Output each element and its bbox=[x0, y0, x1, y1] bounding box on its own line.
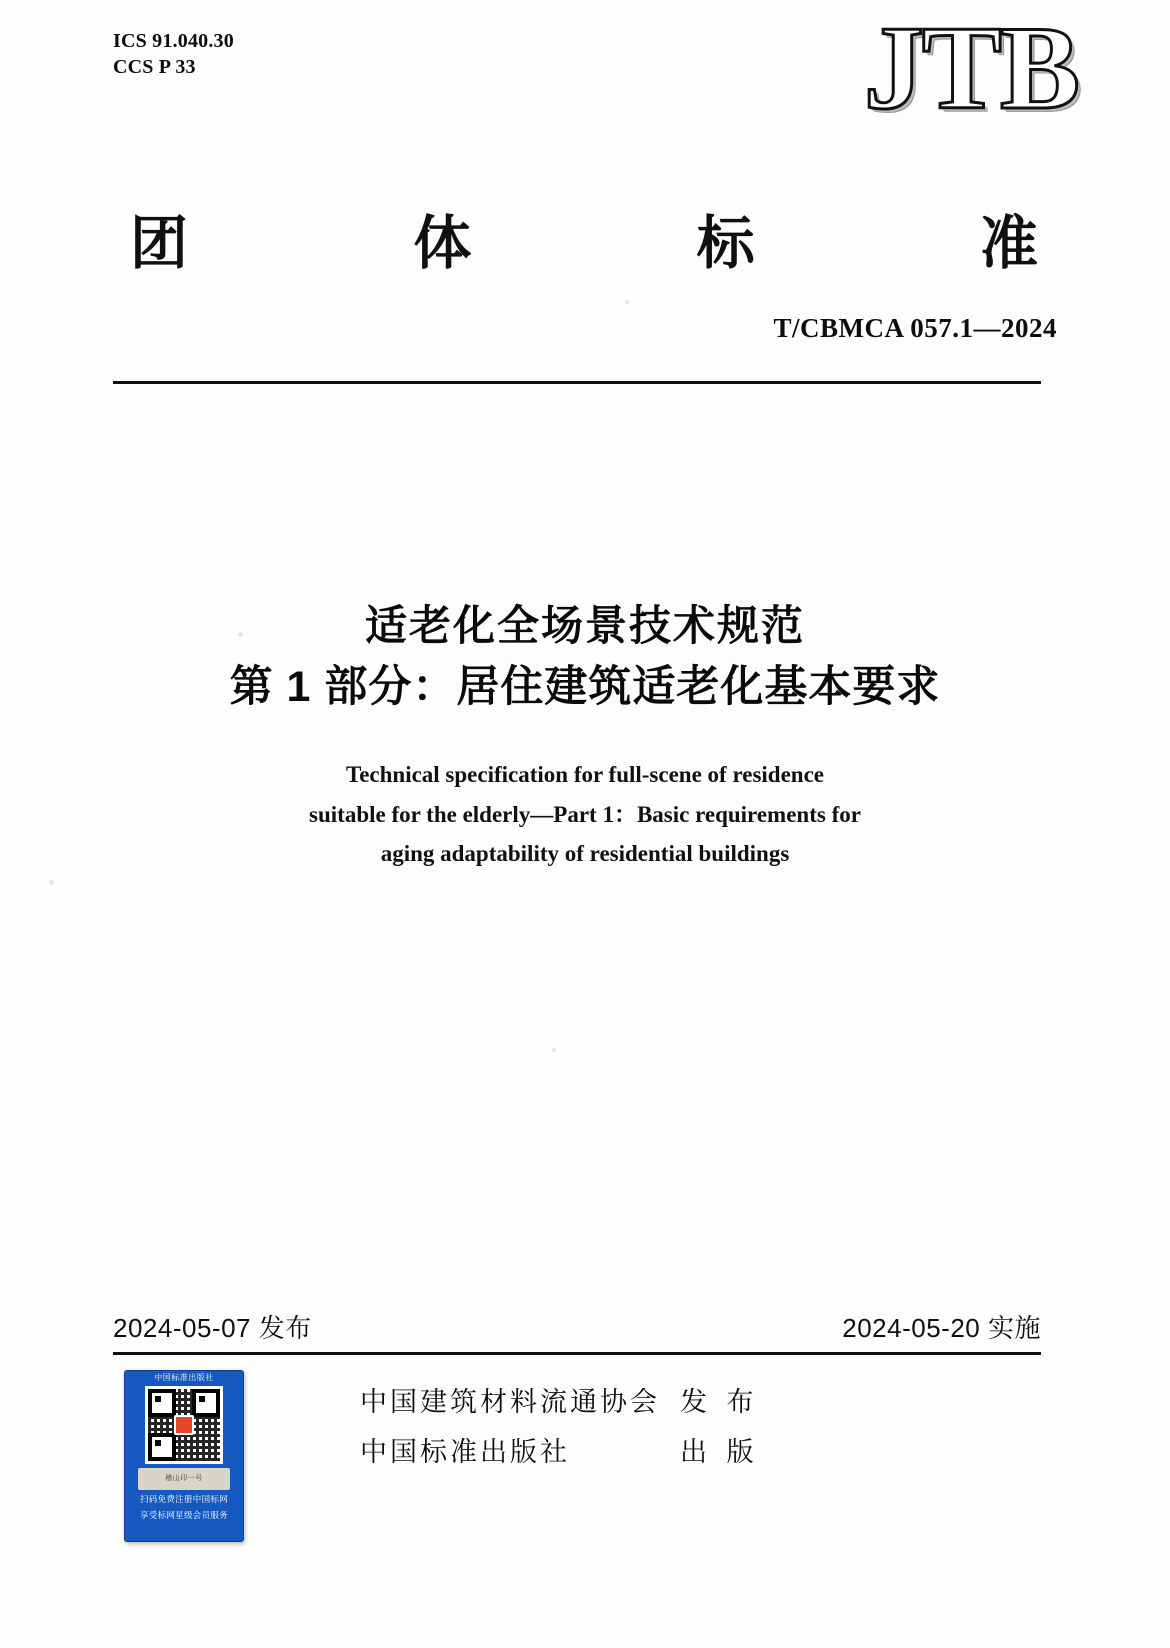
qr-finder-top-right bbox=[192, 1389, 220, 1417]
publisher-block bbox=[360, 1378, 830, 1478]
standard-type-heading bbox=[130, 196, 1040, 280]
qr-sticker-foot-line-1: 扫码免费注册中国标网 bbox=[139, 1494, 228, 1504]
qr-sticker-tab: 稽山印一号 bbox=[138, 1468, 230, 1490]
date-row bbox=[113, 1308, 1041, 1345]
title-chinese-line-1: 适老化全场景技术规范 bbox=[364, 602, 805, 649]
ccs-code: CCS P 33 bbox=[113, 56, 196, 79]
scan-speckle bbox=[552, 1048, 556, 1052]
qr-sticker bbox=[124, 1370, 244, 1542]
jtb-logo: JTB bbox=[863, 1, 1078, 134]
title-english-line-2: suitable for the elderly—Part 1：Basic requirements for bbox=[309, 801, 861, 827]
ics-code: ICS 91.040.30 bbox=[113, 30, 234, 52]
qr-sticker-title: 中国标准出版社 bbox=[125, 1371, 243, 1385]
standard-code: T/CBMCA 057.1—2024 bbox=[773, 313, 1057, 343]
publisher-row bbox=[360, 1428, 830, 1478]
qr-finder-bottom-left bbox=[148, 1433, 176, 1461]
qr-sticker-foot-line-2: 享受标网星级会员服务 bbox=[139, 1510, 228, 1520]
publisher-action-2: 出 版 bbox=[680, 1436, 760, 1467]
title-chinese bbox=[0, 595, 1170, 719]
qr-code-icon[interactable] bbox=[145, 1386, 223, 1464]
footer-divider bbox=[113, 1352, 1041, 1355]
ics-block bbox=[113, 28, 234, 81]
publisher-name-2: 中国标准出版社 bbox=[360, 1436, 570, 1467]
standard-type-char-4: 准 bbox=[979, 211, 1040, 276]
scan-speckle bbox=[49, 880, 54, 885]
title-english-line-3: aging adaptability of residential buildings bbox=[380, 841, 790, 867]
standard-type-char-2: 体 bbox=[413, 211, 474, 276]
scan-speckle bbox=[625, 300, 629, 304]
qr-center-logo bbox=[174, 1415, 194, 1435]
publisher-action-1: 发 布 bbox=[680, 1387, 760, 1417]
standard-type-char-3: 标 bbox=[696, 211, 757, 276]
header-divider bbox=[113, 381, 1041, 384]
qr-finder-top-left bbox=[148, 1389, 176, 1417]
title-english bbox=[0, 755, 1170, 874]
publisher-name-1: 中国建筑材料流通协会 bbox=[360, 1387, 660, 1417]
publisher-row bbox=[360, 1378, 830, 1428]
standard-type-char-1: 团 bbox=[130, 211, 191, 276]
title-chinese-line-2: 第 1 部分：居住建筑适老化基本要求 bbox=[229, 663, 941, 712]
issue-date: 2024-05-07 发布 bbox=[113, 1313, 312, 1343]
title-english-line-1: Technical specification for full-scene of residence bbox=[345, 762, 825, 787]
effective-date: 2024-05-20 实施 bbox=[842, 1313, 1041, 1343]
